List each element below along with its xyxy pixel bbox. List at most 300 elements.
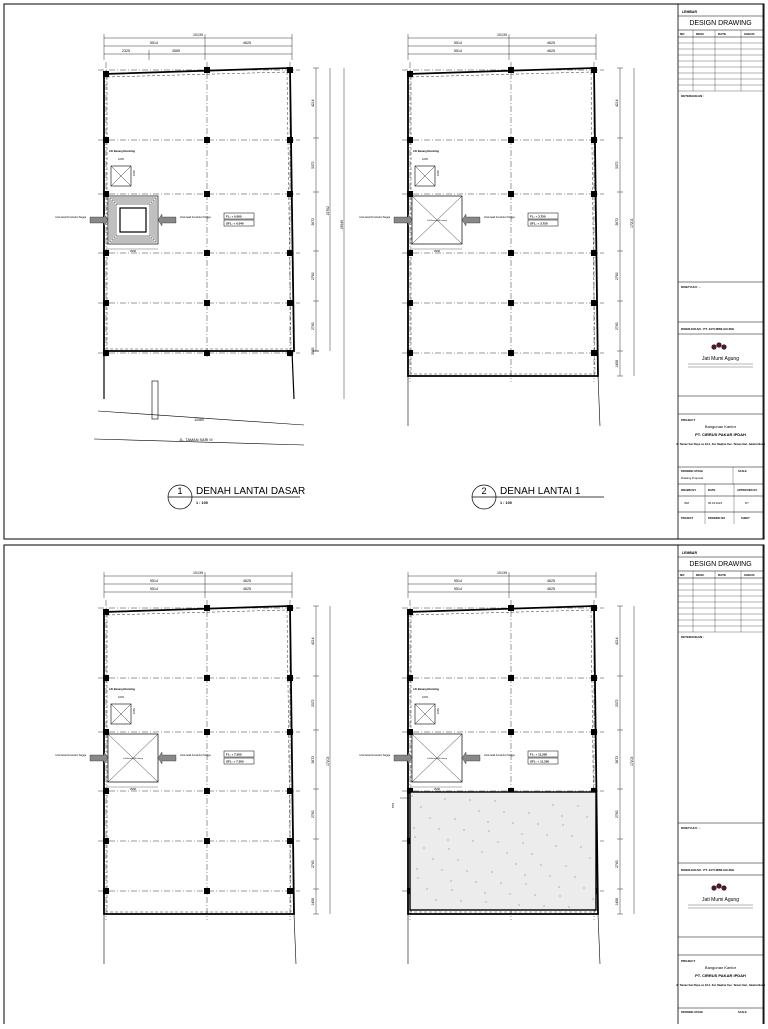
hatch-dot bbox=[560, 896, 561, 897]
approved-label: DISETUJUI : - bbox=[681, 826, 701, 830]
dim-bay-vertical: 2743 bbox=[615, 322, 619, 330]
hatch-fill bbox=[410, 792, 596, 910]
hatch-dot bbox=[590, 858, 591, 859]
arrow-right bbox=[158, 214, 176, 226]
stair-note-left: Lihat detail Konstruksi Tangga bbox=[55, 217, 86, 219]
stair-note-right: Lihat detail Konstruksi Tangga bbox=[484, 755, 515, 757]
dim-bay-1: 5514 bbox=[150, 41, 158, 45]
dim-bay-vertical: 2743 bbox=[311, 322, 315, 330]
hatch-dot bbox=[498, 842, 499, 843]
dim-total-vertical: 17203 bbox=[630, 756, 634, 766]
dim-bay-vertical: 2743 bbox=[615, 860, 619, 868]
dim-sub-1: 5514 bbox=[150, 587, 158, 591]
stair-note-right: Lihat detail Konstruksi Tangga bbox=[180, 217, 211, 219]
hatch-dot bbox=[529, 813, 530, 814]
interior-wall-line bbox=[411, 72, 595, 374]
structural-column bbox=[287, 250, 293, 256]
hatch-dot bbox=[569, 907, 570, 908]
date-label: DATE bbox=[708, 488, 716, 492]
dim-sub-1: 2325 bbox=[122, 49, 130, 53]
lift-dim: 1003 bbox=[422, 158, 428, 161]
stair-note-right: Lihat detail Konstruksi Tangga bbox=[180, 755, 211, 757]
stage-label: DRAWING STAGE bbox=[681, 1011, 703, 1014]
plan-title-text: DENAH LANTAI 1 bbox=[500, 486, 581, 497]
structural-column bbox=[287, 300, 293, 306]
structural-column bbox=[508, 605, 514, 611]
dim-bay-2: 4625 bbox=[243, 579, 251, 583]
hatch-dot bbox=[476, 882, 477, 883]
structural-column bbox=[407, 71, 413, 77]
structural-column bbox=[204, 729, 210, 735]
dim-sub-1: 5514 bbox=[454, 49, 462, 53]
hatch-dot bbox=[414, 828, 415, 829]
exterior-wall bbox=[104, 68, 294, 351]
notes-label: KETERANGAN : bbox=[681, 94, 704, 98]
company-logo bbox=[688, 342, 753, 367]
structural-column bbox=[508, 250, 514, 256]
project-name: Bangunan Kantor bbox=[704, 424, 737, 429]
dim-bay-vertical: 3372 bbox=[615, 161, 619, 169]
sheet-border bbox=[4, 4, 764, 539]
hatch-dot bbox=[556, 846, 557, 847]
structural-column bbox=[204, 137, 210, 143]
hatch-dot bbox=[442, 870, 443, 871]
exterior-wall bbox=[104, 606, 294, 914]
project-label: PROJECT bbox=[681, 959, 696, 963]
plan-number: 2 bbox=[481, 486, 487, 496]
dim-bay-vertical: 3372 bbox=[615, 699, 619, 707]
stair-note-right: Lihat detail Konstruksi Tangga bbox=[484, 217, 515, 219]
structural-column bbox=[287, 675, 293, 681]
dim-frontage: 10580 bbox=[194, 418, 204, 422]
hatch-dot bbox=[445, 799, 446, 800]
title-block-frame bbox=[675, 545, 766, 1024]
hatch-dot bbox=[578, 806, 579, 807]
line bbox=[292, 351, 294, 399]
lift-dim: 1003 bbox=[118, 158, 124, 161]
hatch-dot bbox=[424, 848, 425, 849]
hatch-dot bbox=[541, 865, 542, 866]
dim-bay-vertical: 1458 bbox=[615, 897, 619, 906]
dim-bay-1: 5514 bbox=[454, 41, 462, 45]
hatch-dot bbox=[526, 884, 527, 885]
stair-dim: 2500 bbox=[129, 249, 137, 253]
structural-column bbox=[508, 675, 514, 681]
structural-column bbox=[591, 67, 597, 73]
void-label: Lift Barang Eksisting bbox=[427, 220, 447, 222]
drawn-value: ISM bbox=[684, 501, 689, 505]
structural-column bbox=[287, 838, 293, 844]
hatch-dot bbox=[572, 836, 573, 837]
dim-sub-2: 4625 bbox=[547, 587, 555, 591]
dim-bay-vertical: 2763 bbox=[615, 810, 619, 818]
hatch-dot bbox=[538, 824, 539, 825]
hatch-dot bbox=[519, 905, 520, 906]
design-drawing-title: DESIGN DRAWING bbox=[689, 20, 752, 27]
dimension-chain-right bbox=[311, 68, 344, 399]
drawing-no-label: DRAWING NO bbox=[708, 517, 726, 520]
structural-column bbox=[204, 888, 210, 894]
structural-column bbox=[407, 300, 413, 306]
frontage bbox=[94, 351, 304, 445]
revision-col-header: CHECK bbox=[744, 573, 755, 577]
floor-plan bbox=[55, 33, 344, 445]
hatch-dot bbox=[581, 847, 582, 848]
scale-label: SCALE bbox=[738, 1011, 747, 1014]
title-block-frame bbox=[675, 4, 766, 539]
hatch-dot bbox=[464, 830, 465, 831]
dim-bay-vertical: 2763 bbox=[311, 272, 315, 280]
dim-bay-vertical: 2763 bbox=[311, 810, 315, 818]
existing-lift bbox=[413, 687, 440, 724]
dim-bay-vertical: 2743 bbox=[311, 860, 315, 868]
stair-void bbox=[55, 734, 211, 791]
plan-title-text: DENAH LANTAI DASAR bbox=[196, 486, 306, 497]
structural-column bbox=[287, 191, 293, 197]
dim-total-width: 10139 bbox=[193, 571, 203, 575]
dim-bay-vertical: 1458 bbox=[615, 359, 619, 368]
hatch-dot bbox=[489, 831, 490, 832]
dim-bay-1: 5514 bbox=[454, 579, 462, 583]
structural-column bbox=[591, 605, 597, 611]
revision-col-header: NO bbox=[680, 32, 685, 36]
hatch-dot bbox=[458, 860, 459, 861]
revision-col-header: DATE bbox=[718, 32, 726, 36]
exterior-wall bbox=[408, 68, 598, 376]
dim-bay-vertical: 4214 bbox=[311, 99, 315, 107]
logo-mark bbox=[711, 344, 716, 349]
dim-bay-vertical: 1458 bbox=[311, 897, 315, 906]
structural-column bbox=[287, 605, 293, 611]
dim-total-vertical: 17203 bbox=[630, 218, 634, 228]
floor-level: FL: + 3.750 bbox=[530, 214, 546, 219]
arrow-left bbox=[90, 752, 108, 764]
stair-dim: 2500 bbox=[433, 787, 441, 791]
structural-column bbox=[591, 191, 597, 197]
structural-column bbox=[508, 191, 514, 197]
hatch-dot bbox=[575, 877, 576, 878]
dimension-chain-right bbox=[311, 606, 330, 914]
sheet-label: LEMBAR bbox=[682, 551, 697, 555]
hatch-dot bbox=[550, 876, 551, 877]
structural-column bbox=[591, 350, 597, 356]
structural-column bbox=[204, 350, 210, 356]
structural-column bbox=[407, 350, 413, 356]
level-tag bbox=[224, 213, 254, 226]
structural-column bbox=[591, 300, 597, 306]
lift-label: Lift Barang Eksisting bbox=[109, 688, 135, 691]
plan-number: 1 bbox=[177, 486, 183, 496]
structural-column bbox=[204, 605, 210, 611]
contractor-label: DIKERJAKAN : PT. JATI MIMI AGUNG bbox=[681, 327, 735, 331]
hatch-dot bbox=[501, 883, 502, 884]
stair-void bbox=[359, 196, 515, 253]
stage-label: DRAWING STAGE bbox=[681, 470, 703, 473]
dim-bay-vertical: 2763 bbox=[615, 272, 619, 280]
structural-column bbox=[287, 137, 293, 143]
hatch-dot bbox=[516, 864, 517, 865]
dim-bay-vertical: 4214 bbox=[615, 99, 619, 107]
contractor-label: DIKERJAKAN : PT. JATI MIMI AGUNG bbox=[681, 868, 735, 872]
revision-col-header: DESC bbox=[696, 32, 705, 36]
structural-column bbox=[103, 250, 109, 256]
hatch-dot bbox=[482, 852, 483, 853]
structural-column bbox=[103, 888, 109, 894]
logo-mark bbox=[711, 885, 716, 890]
hatch-dot bbox=[439, 829, 440, 830]
arrow-left bbox=[90, 214, 108, 226]
existing-lift bbox=[109, 149, 136, 186]
structural-column bbox=[508, 350, 514, 356]
finished-level: SFL: + 0.040 bbox=[226, 221, 244, 226]
hatch-dot bbox=[427, 889, 428, 890]
floor-level: FL: + 0.000 bbox=[226, 214, 242, 219]
structural-column bbox=[103, 838, 109, 844]
lift-dim: 1003 bbox=[422, 696, 428, 699]
hatch-dot bbox=[522, 834, 523, 835]
hatch-dot bbox=[593, 899, 594, 900]
void-label: Lift Barang Eksisting bbox=[427, 758, 447, 760]
gate bbox=[152, 381, 158, 419]
hatch-dot bbox=[479, 811, 480, 812]
dimension-chain-top bbox=[104, 33, 292, 60]
arrow-right bbox=[462, 752, 480, 764]
hatch-dot bbox=[510, 894, 511, 895]
company-name: PT. CIRRUS PAKAR IPDAH bbox=[695, 973, 746, 978]
logo-mark bbox=[721, 885, 726, 890]
structural-column bbox=[204, 250, 210, 256]
dim-bay-vertical: 3672 bbox=[311, 755, 315, 764]
notes-label: KETERANGAN : bbox=[681, 635, 704, 639]
dim-bay-vertical: 4214 bbox=[615, 637, 619, 645]
lift-label: Lift Barang Eksisting bbox=[413, 150, 439, 153]
lift-dim: 1000 bbox=[133, 170, 136, 176]
logo-mark bbox=[716, 342, 721, 347]
dim-total-vertical: 15762 bbox=[326, 206, 330, 216]
dim-sub-2: 4625 bbox=[243, 587, 251, 591]
floor-plan bbox=[55, 571, 330, 964]
revision-col-header: DESC bbox=[696, 573, 705, 577]
stair-void bbox=[55, 196, 211, 253]
lift-dim: 1000 bbox=[437, 708, 440, 714]
revision-col-header: DATE bbox=[718, 573, 726, 577]
hatch-dot bbox=[535, 895, 536, 896]
finished-level: SFL: + 11.250 bbox=[530, 759, 550, 764]
project-address: Jl. Taman Sari Raya no 23 A, Kel. Maphar Kec. Taman Sari, Jakarta Barat bbox=[675, 443, 766, 446]
arrow-left bbox=[394, 214, 412, 226]
hatch-dot bbox=[473, 841, 474, 842]
interior-wall-line bbox=[107, 72, 291, 349]
finished-level: SFL: + 7.500 bbox=[226, 759, 244, 764]
hatch-dot bbox=[495, 801, 496, 802]
hatch-dot bbox=[547, 835, 548, 836]
structural-column bbox=[103, 71, 109, 77]
dimension-chain-top bbox=[408, 33, 596, 60]
hatch-dot bbox=[436, 900, 437, 901]
hatch-dot bbox=[430, 818, 431, 819]
stair-tread bbox=[110, 198, 156, 242]
structural-column bbox=[287, 729, 293, 735]
stair-note-left: Lihat detail Konstruksi Tangga bbox=[359, 217, 390, 219]
dim-bay-2: 4625 bbox=[243, 41, 251, 45]
stair-void bbox=[359, 734, 515, 791]
lift-dim: 1000 bbox=[133, 708, 136, 714]
structural-column bbox=[508, 300, 514, 306]
level-tag bbox=[224, 751, 254, 764]
hatch-dot bbox=[421, 807, 422, 808]
scale-label: SCALE bbox=[738, 470, 747, 473]
structural-column bbox=[103, 300, 109, 306]
hatch-dot bbox=[584, 888, 585, 889]
dim-total-width: 10139 bbox=[497, 571, 507, 575]
hatch-dot bbox=[417, 869, 418, 870]
structural-column bbox=[508, 67, 514, 73]
dim-sub-1: 5514 bbox=[454, 587, 462, 591]
structural-column bbox=[508, 729, 514, 735]
hatch-dot bbox=[553, 805, 554, 806]
dim-bay-vertical: 3672 bbox=[615, 755, 619, 764]
stair-core bbox=[120, 208, 146, 232]
dim-bay-1: 5514 bbox=[150, 579, 158, 583]
structural-column bbox=[591, 250, 597, 256]
structural-column bbox=[287, 67, 293, 73]
hatch-dot bbox=[566, 866, 567, 867]
drawn-label: DRAWN BY bbox=[681, 488, 697, 492]
structural-column bbox=[204, 675, 210, 681]
floor-plan bbox=[359, 33, 634, 426]
existing-lift bbox=[413, 149, 440, 186]
structural-column bbox=[103, 788, 109, 794]
dim-bay-vertical: 3372 bbox=[311, 699, 315, 707]
structural-column bbox=[204, 191, 210, 197]
street-name: JL. TAMAN SARI III bbox=[179, 438, 213, 442]
structural-column bbox=[287, 888, 293, 894]
plan-scale: 1 : 100 bbox=[196, 501, 208, 505]
hatch-dot bbox=[412, 796, 413, 797]
structural-column bbox=[407, 137, 413, 143]
approved-by-label: APPROVED BY bbox=[737, 488, 758, 492]
dim-outer-vertical: 19545 bbox=[340, 220, 344, 230]
logo-text: Jati Mumi Agung bbox=[702, 356, 739, 362]
hatched-area bbox=[391, 792, 596, 910]
company-name: PT. CIRRUS PAKAR IPDAH bbox=[695, 432, 746, 437]
hatch-dot bbox=[587, 817, 588, 818]
sheet-border bbox=[4, 545, 764, 1024]
floor-level: FL: + 11.250 bbox=[530, 752, 548, 757]
stage-value: Drawing Proposal bbox=[681, 476, 704, 480]
design-drawing-title: DESIGN DRAWING bbox=[689, 561, 752, 568]
dimension-chain-top bbox=[104, 571, 292, 598]
structural-column bbox=[287, 788, 293, 794]
existing-lift bbox=[109, 687, 136, 724]
floor-level: FL: + 7.500 bbox=[226, 752, 242, 757]
logo-mark bbox=[721, 344, 726, 349]
title-block bbox=[676, 4, 765, 539]
revision-col-header: CHECK bbox=[744, 32, 755, 36]
hatch-dot bbox=[544, 906, 545, 907]
arrow-right bbox=[158, 752, 176, 764]
hatch-dot bbox=[513, 823, 514, 824]
hatch-dot bbox=[492, 872, 493, 873]
plan-title bbox=[472, 485, 604, 509]
title-block bbox=[676, 545, 765, 1024]
logo-text: Jati Mumi Agung bbox=[702, 897, 739, 903]
structural-column bbox=[508, 137, 514, 143]
level-tag bbox=[528, 751, 558, 764]
revision-col-header: NO bbox=[680, 573, 685, 577]
arrow-right bbox=[462, 214, 480, 226]
arrow-left bbox=[394, 752, 412, 764]
hatch-dot bbox=[562, 816, 563, 817]
lift-dim: 1000 bbox=[437, 170, 440, 176]
stair-tread bbox=[116, 204, 150, 236]
hatch-dot bbox=[532, 854, 533, 855]
approved-value: DY bbox=[745, 501, 749, 505]
hatch-dot bbox=[488, 822, 489, 823]
structural-column bbox=[103, 609, 109, 615]
dim-bay-vertical: 4214 bbox=[311, 637, 315, 645]
approved-label: DISETUJUI : - bbox=[681, 285, 701, 289]
stair-dim: 2500 bbox=[129, 787, 137, 791]
site-boundary bbox=[294, 914, 296, 964]
hatch-dot bbox=[486, 902, 487, 903]
structural-column bbox=[204, 67, 210, 73]
hatch-dot bbox=[563, 825, 564, 826]
project-name: Bangunan Kantor bbox=[704, 965, 737, 970]
dimension-chain-top bbox=[408, 571, 596, 598]
hatch-dot bbox=[461, 901, 462, 902]
dim-total-width: 10139 bbox=[497, 33, 507, 37]
stair-note-left: Lihat detail Konstruksi Tangga bbox=[359, 755, 390, 757]
hatch-dot bbox=[559, 887, 560, 888]
site-boundary bbox=[598, 376, 600, 426]
dim-sub-2: 3589 bbox=[172, 49, 180, 53]
hatch-dot bbox=[504, 812, 505, 813]
dim-bay-vertical: 3672 bbox=[311, 217, 315, 226]
sheet-no-label: SHEET bbox=[741, 517, 750, 520]
hatch-dot bbox=[418, 878, 419, 879]
structural-column bbox=[591, 137, 597, 143]
dimension-chain-right bbox=[615, 606, 634, 914]
hatch-dot bbox=[507, 853, 508, 854]
dim-total-width: 10139 bbox=[193, 33, 203, 37]
dim-bay-vertical: 3672 bbox=[615, 217, 619, 226]
dim-bay-2: 4625 bbox=[547, 41, 555, 45]
lift-label: Lift Barang Eksisting bbox=[109, 150, 135, 153]
structural-column bbox=[591, 729, 597, 735]
dim-step: 878 bbox=[391, 802, 395, 808]
hatch-dot bbox=[455, 819, 456, 820]
structural-column bbox=[407, 675, 413, 681]
stair-outline bbox=[108, 196, 158, 244]
plan-scale: 1 : 100 bbox=[500, 501, 512, 505]
company-logo bbox=[688, 883, 753, 908]
sheet-label: LEMBAR bbox=[682, 10, 697, 14]
interior-wall-line bbox=[107, 610, 291, 912]
dim-sub-2: 4625 bbox=[547, 49, 555, 53]
hatch-dot bbox=[467, 871, 468, 872]
void-label: Lift Barang Eksisting bbox=[123, 758, 143, 760]
level-tag bbox=[528, 213, 558, 226]
hatch-dot bbox=[433, 859, 434, 860]
stair-dim: 2500 bbox=[433, 249, 441, 253]
structural-column bbox=[204, 788, 210, 794]
logo-mark bbox=[716, 883, 721, 888]
lift-dim: 1003 bbox=[118, 696, 124, 699]
structural-column bbox=[204, 300, 210, 306]
project-no-label: PROJECT bbox=[681, 517, 694, 520]
hatch-dot bbox=[415, 837, 416, 838]
